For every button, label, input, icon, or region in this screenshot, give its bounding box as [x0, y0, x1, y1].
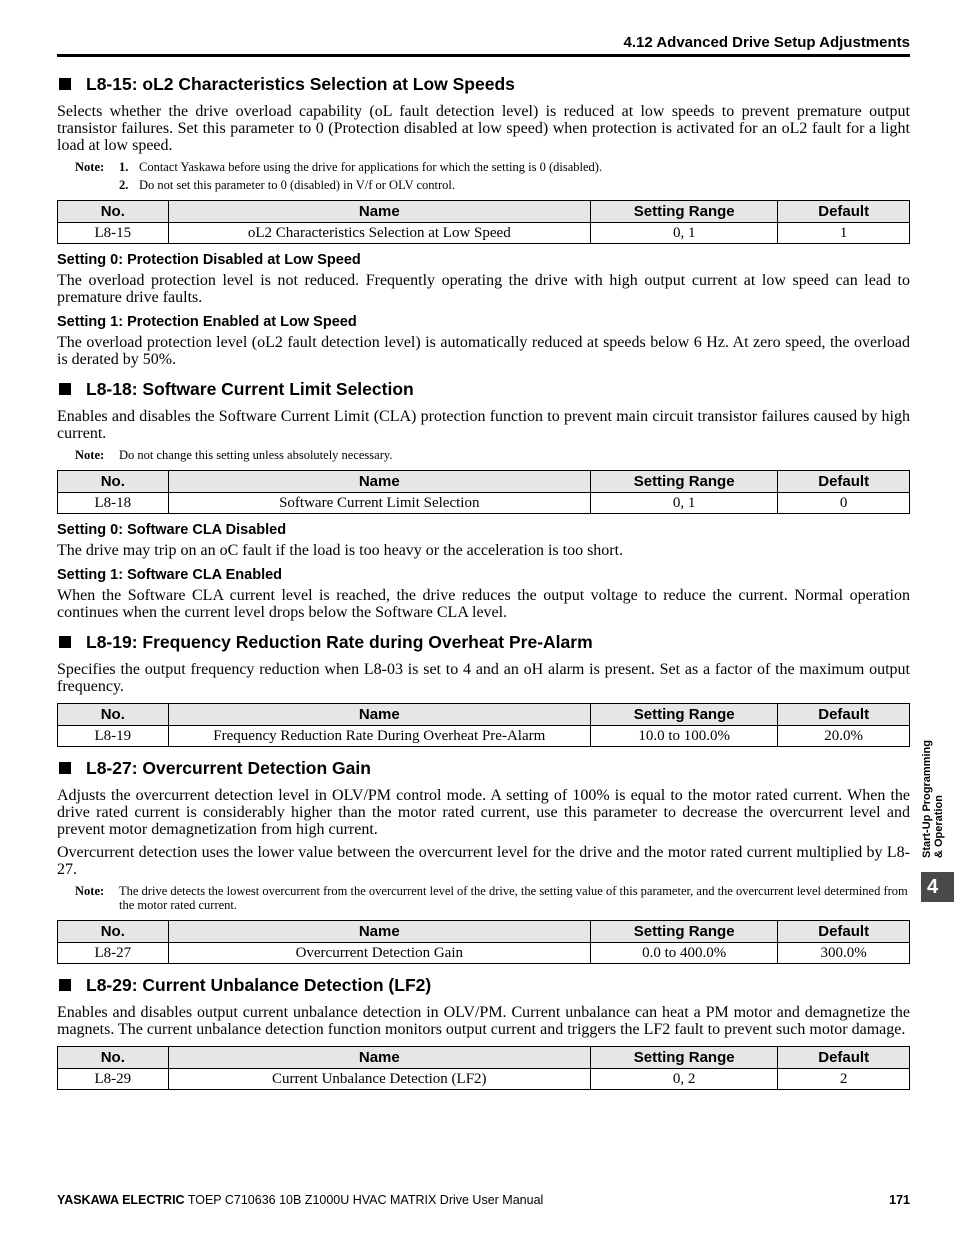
bullet-square-icon	[59, 979, 71, 991]
cell-range: 0, 2	[590, 1069, 777, 1090]
table-row	[58, 943, 910, 964]
paragraph: Enables and disables output current unbalance detection in OLV/PM. Current unbalance can heat a PM motor and demagnetize the magnets. The current unbalance detection function monitors output current and triggers the LF2 fault to prevent such motor damage.	[57, 1004, 910, 1038]
note-number: 2.	[119, 178, 129, 192]
cell-default: 0	[778, 493, 910, 514]
section-title: L8-29: Current Unbalance Detection (LF2)	[86, 975, 432, 995]
parameter-table-l8-29	[57, 1046, 910, 1090]
page-header: 4.12 Advanced Drive Setup Adjustments	[623, 34, 910, 51]
footer-doc	[57, 1193, 543, 1207]
note-text: Contact Yaskawa before using the drive for applications for which the setting is 0 (disabled).	[139, 160, 603, 174]
table-header-row	[58, 201, 910, 223]
section-heading-l8-19	[57, 631, 910, 653]
chapter-side-line: & Operation	[933, 795, 945, 858]
note	[57, 178, 910, 192]
bullet-square-icon	[59, 383, 71, 395]
note-label-spacer	[57, 178, 119, 192]
paragraph: Overcurrent detection uses the lower value between the overcurrent level for the drive and the motor rated current multiplied by L8-27.	[57, 844, 910, 878]
cell-no: L8-18	[58, 493, 169, 514]
col-default: Default	[778, 704, 910, 726]
table-header-row	[58, 704, 910, 726]
col-default: Default	[778, 201, 910, 223]
cell-range: 0, 1	[590, 493, 777, 514]
chapter-tab: 4	[921, 872, 954, 902]
col-range: Setting Range	[591, 201, 778, 223]
parameter-table-l8-19	[57, 703, 910, 747]
note-label: Note:	[75, 448, 105, 462]
page-content	[57, 73, 910, 1096]
chapter-side-label	[921, 740, 945, 858]
col-name: Name	[168, 1047, 590, 1069]
cell-name: Current Unbalance Detection (LF2)	[168, 1069, 590, 1090]
setting-heading: Setting 1: Protection Enabled at Low Speed	[57, 314, 357, 330]
parameter-table-l8-18	[57, 470, 910, 514]
table-row	[58, 223, 910, 244]
cell-name: Software Current Limit Selection	[168, 493, 590, 514]
paragraph: The drive may trip on an oC fault if the load is too heavy or the acceleration is too short.	[57, 542, 624, 559]
cell-no: L8-27	[58, 943, 169, 964]
section-title: L8-18: Software Current Limit Selection	[86, 379, 414, 399]
cell-no: L8-15	[58, 223, 169, 244]
cell-default: 1	[778, 223, 910, 244]
setting-heading: Setting 0: Software CLA Disabled	[57, 522, 287, 538]
parameter-table-l8-27	[57, 920, 910, 964]
cell-range: 0.0 to 400.0%	[590, 943, 777, 964]
page-number: 171	[889, 1193, 910, 1207]
bullet-square-icon	[59, 78, 71, 90]
section-heading-l8-15	[57, 73, 910, 95]
section-title: L8-27: Overcurrent Detection Gain	[86, 758, 371, 778]
table-row	[58, 726, 910, 747]
col-default: Default	[778, 471, 910, 493]
table-row	[58, 493, 910, 514]
col-name: Name	[168, 704, 590, 726]
header-rule	[57, 54, 910, 57]
col-default: Default	[778, 1047, 910, 1069]
note	[57, 448, 910, 462]
cell-name: Overcurrent Detection Gain	[168, 943, 590, 964]
col-range: Setting Range	[590, 471, 777, 493]
section-title: L8-15: oL2 Characteristics Selection at Low Speeds	[86, 74, 515, 94]
section-heading-l8-18	[57, 378, 910, 400]
paragraph: When the Software CLA current level is reached, the drive reduces the output voltage to reduce the current. Normal operation continues when the current level drops below the Software CLA level.	[57, 587, 910, 621]
footer-doc-title: TOEP C710636 10B Z1000U HVAC MATRIX Drive User Manual	[184, 1193, 544, 1207]
col-name: Name	[168, 471, 590, 493]
note-text: The drive detects the lowest overcurrent from the overcurrent level of the drive, the setting value of this parameter, and the overcurrent level determined from the motor rated current.	[119, 884, 908, 912]
col-range: Setting Range	[590, 704, 777, 726]
col-no: No.	[58, 704, 169, 726]
col-range: Setting Range	[590, 921, 777, 943]
table-header-row	[58, 471, 910, 493]
table-header-row	[58, 921, 910, 943]
paragraph: Enables and disables the Software Current Limit (CLA) protection function to prevent main circuit transistor failures caused by high current.	[57, 408, 910, 442]
col-no: No.	[58, 471, 169, 493]
paragraph: The overload protection level (oL2 fault detection level) is automatically reduced at speeds below 6 Hz. At zero speed, the overload is derated by 50%.	[57, 334, 910, 368]
col-name: Name	[168, 921, 590, 943]
note-number: 1.	[119, 160, 129, 174]
paragraph: The overload protection level is not reduced. Frequently operating the drive with high output current at low speed can lead to premature drive faults.	[57, 272, 910, 306]
note-label: Note:	[75, 160, 105, 174]
note-text: Do not change this setting unless absolutely necessary.	[119, 448, 393, 462]
section-title: L8-19: Frequency Reduction Rate during Overheat Pre-Alarm	[86, 632, 593, 652]
chapter-side-line: Start-Up Programming	[921, 740, 933, 858]
section-heading-l8-29	[57, 974, 910, 996]
cell-name: oL2 Characteristics Selection at Low Speed	[168, 223, 590, 244]
note	[57, 884, 910, 912]
parameter-table-l8-15	[57, 200, 910, 244]
cell-name: Frequency Reduction Rate During Overheat Pre-Alarm	[168, 726, 590, 747]
cell-no: L8-19	[58, 726, 169, 747]
paragraph: Specifies the output frequency reduction when L8-03 is set to 4 and an oH alarm is present. Set as a factor of the maximum output frequency.	[57, 661, 910, 695]
note	[57, 160, 910, 174]
section-heading-l8-27	[57, 757, 910, 779]
footer-brand: YASKAWA ELECTRIC	[57, 1193, 185, 1207]
col-no: No.	[58, 201, 169, 223]
note-text: Do not set this parameter to 0 (disabled) in V/f or OLV control.	[139, 178, 456, 192]
page-footer	[57, 1193, 910, 1207]
col-no: No.	[58, 921, 169, 943]
col-name: Name	[168, 201, 590, 223]
cell-default: 20.0%	[778, 726, 910, 747]
paragraph: Selects whether the drive overload capability (oL fault detection level) is reduced at low speeds to prevent premature output transistor failures. Set this parameter to 0 (Protection disabled at low speed) when protection is activated for an oL2 fault for a light load at low speed.	[57, 103, 910, 154]
col-range: Setting Range	[590, 1047, 777, 1069]
cell-no: L8-29	[58, 1069, 169, 1090]
col-no: No.	[58, 1047, 169, 1069]
setting-heading: Setting 1: Software CLA Enabled	[57, 567, 283, 583]
note-label: Note:	[75, 884, 105, 898]
setting-heading: Setting 0: Protection Disabled at Low Speed	[57, 252, 361, 268]
bullet-square-icon	[59, 762, 71, 774]
paragraph: Adjusts the overcurrent detection level in OLV/PM control mode. A setting of 100% is equal to the motor rated current. When the drive rated current is considerably higher than the motor rated current, use this parameter to decrease the overcurrent level and prevent motor demagnetization from high current.	[57, 787, 910, 838]
cell-range: 10.0 to 100.0%	[590, 726, 777, 747]
cell-default: 300.0%	[778, 943, 910, 964]
table-header-row	[58, 1047, 910, 1069]
cell-range: 0, 1	[591, 223, 778, 244]
cell-default: 2	[778, 1069, 910, 1090]
bullet-square-icon	[59, 636, 71, 648]
table-row	[58, 1069, 910, 1090]
col-default: Default	[778, 921, 910, 943]
